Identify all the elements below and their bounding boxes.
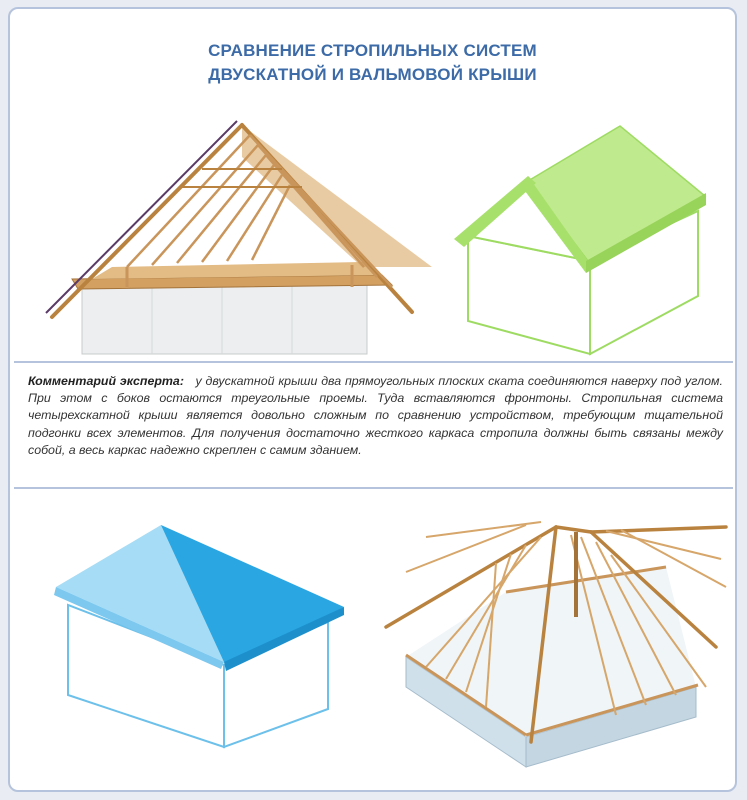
expert-comment (14, 361, 733, 489)
hip-roof-diagram (46, 517, 356, 757)
infographic-frame (8, 7, 737, 792)
page-title (10, 39, 735, 87)
comment-label: Комментарий эксперта: (28, 374, 184, 388)
title-line-2: ДВУСКАТНОЙ И ВАЛЬМОВОЙ КРЫШИ (208, 65, 537, 84)
gable-rafter-frame-illustration (32, 117, 432, 357)
gable-roof-diagram (440, 121, 710, 361)
title-line-1: СРАВНЕНИЕ СТРОПИЛЬНЫХ СИСТЕМ (208, 41, 537, 60)
hip-rafter-frame-illustration (366, 497, 731, 772)
comment-text: у двускатной крыши два прямоугольных плоских ската соединяются наверху под углом. При этом с боков остаются треугольные проемы. Туда вставляются фронтоны. Стропильная система четырехскатной крыши является довольно сложным по сравнению устройством, требующим тщательной подгонки всех элементов. Для получения достаточно жесткого каркаса стропила должны быть связаны между собой, а весь каркас надежно скреплен с самим зданием. (28, 374, 723, 457)
